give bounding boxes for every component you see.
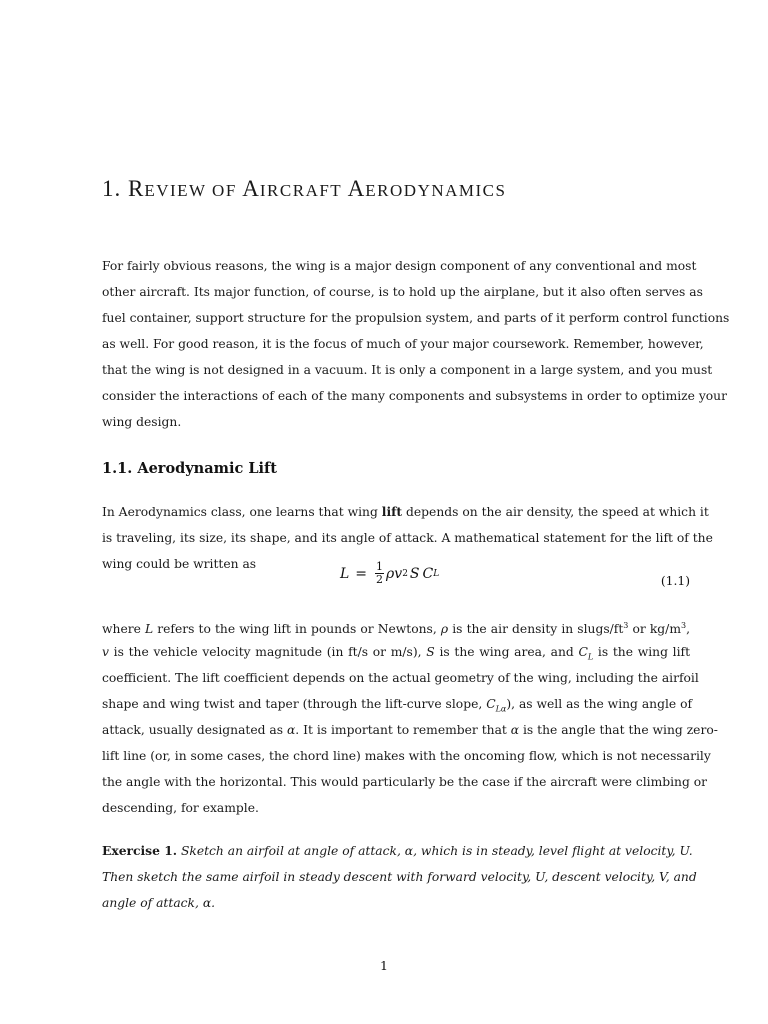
- where-line: coefficient. The lift coefficient depends on the actual geometry of the wing, including the airfoil: [102, 671, 699, 685]
- lift-line: is traveling, its size, its shape, and its angle of attack. A mathematical statement for the lift of the: [102, 531, 713, 545]
- chapter-number: 1.: [102, 176, 122, 201]
- eq-lhs: L: [340, 565, 350, 582]
- math-symbol: ρ: [440, 622, 449, 637]
- math-symbol: C: [578, 645, 588, 659]
- text-run: is the angle that the wing zero-: [523, 723, 718, 737]
- exercise-line: [102, 890, 690, 916]
- text-run: is the wing lift: [597, 645, 691, 659]
- where-line: [102, 717, 718, 743]
- title-smallcaps: IRCRAFT: [259, 181, 343, 200]
- eq-sub: L: [433, 568, 440, 579]
- exercise-label: Exercise 1.: [102, 843, 178, 858]
- text-run: , which is in steady, level flight at velocity,: [413, 844, 676, 858]
- exercise-block: [102, 838, 697, 916]
- intro-line: as well. For good reason, it is the focus of much of your major coursework. Remember, however,: [102, 337, 704, 351]
- eq-fraction: [375, 561, 384, 586]
- text-run: refers to the wing lift in pounds or Newtons,: [157, 622, 437, 637]
- where-line: [102, 691, 693, 717]
- math-symbol: C: [486, 697, 496, 711]
- eq-S: S: [409, 565, 420, 582]
- text-run: , descent velocity,: [544, 870, 656, 884]
- where-paragraph: [102, 613, 718, 821]
- where-line: [102, 639, 690, 665]
- text-run: . It is important to remember that: [295, 723, 507, 737]
- math-symbol: S: [426, 645, 435, 659]
- title-initial: R: [128, 176, 145, 201]
- intro-line: consider the interactions of each of the many components and subsystems in order to optimize your: [102, 389, 727, 403]
- math-symbol: v: [102, 645, 109, 659]
- superscript: 3: [681, 621, 687, 630]
- intro-line: For fairly obvious reasons, the wing is a major design component of any conventional and most: [102, 259, 697, 273]
- text-run: angle of attack,: [102, 896, 199, 910]
- lift-bold-term: lift: [381, 504, 403, 519]
- where-line: the angle with the horizontal. This would particularly be the case if the aircraft were climbing or: [102, 775, 708, 789]
- math-symbol: V: [659, 870, 666, 884]
- where-line: lift line (or, in some cases, the chord line) makes with the oncoming flow, which is not necessarily: [102, 749, 711, 763]
- intro-paragraph: [102, 253, 730, 435]
- text-run: is the air density in slugs/ft: [452, 622, 624, 637]
- where-line: [102, 613, 690, 639]
- math-symbol: α: [286, 723, 296, 737]
- title-smallcaps: ERODYNAMICS: [365, 181, 507, 200]
- equation-row: [102, 553, 690, 603]
- intro-line: that the wing is not designed in a vacuum. It is only a component in a large system, and you must: [102, 363, 713, 377]
- text-run: attack, usually designated as: [102, 723, 284, 737]
- intro-line: other aircraft. Its major function, of course, is to hold up the airplane, but it also often serves as: [102, 285, 703, 299]
- eq-frac-numerator: 1: [376, 560, 384, 573]
- eq-frac-denominator: 2: [376, 573, 384, 586]
- subscript: L: [587, 652, 594, 662]
- intro-line: wing design.: [102, 415, 182, 429]
- text-run: .: [211, 896, 216, 910]
- page-number: 1: [380, 958, 388, 973]
- lift-equation: [340, 561, 439, 586]
- lift-line: wing could be written as: [102, 557, 257, 571]
- text-run: is the vehicle velocity magnitude (in ft/s or m/s),: [113, 645, 422, 659]
- title-initial: A: [347, 176, 366, 201]
- math-symbol: U: [679, 844, 689, 858]
- text-run: is the wing area, and: [439, 645, 574, 659]
- math-symbol: α: [202, 896, 212, 910]
- exercise-line: [102, 838, 693, 864]
- text-run: depends on the air density, the speed at which it: [406, 505, 709, 519]
- title-initial: A: [242, 176, 260, 201]
- eq-v: v: [394, 565, 403, 582]
- math-symbol: α: [510, 723, 520, 737]
- math-symbol: U: [535, 870, 545, 884]
- math-symbol: L: [145, 622, 154, 637]
- text-run: , and: [665, 870, 697, 884]
- where-line: descending, for example.: [102, 801, 259, 815]
- title-smallcaps: EVIEW OF: [144, 181, 237, 200]
- text-run: ), as well as the wing angle of: [506, 697, 693, 711]
- equation-number: (1.1): [660, 574, 690, 588]
- text-run: where: [102, 622, 141, 637]
- text-run: or kg/m: [632, 622, 681, 637]
- superscript: 3: [623, 621, 629, 630]
- math-symbol: α: [404, 844, 414, 858]
- text-run: ,: [686, 622, 691, 637]
- text-run: Then sketch the same airfoil in steady descent with forward velocity,: [102, 870, 532, 884]
- text-run: Sketch an airfoil at angle of attack,: [180, 844, 401, 858]
- intro-line: fuel container, support structure for the propulsion system, and parts of it perform control functions: [102, 311, 730, 325]
- text-run: In Aerodynamics class, one learns that wing: [102, 505, 378, 519]
- text-run: .: [688, 844, 693, 858]
- eq-equals: =: [355, 565, 368, 582]
- eq-sup: 2: [402, 568, 408, 579]
- subscript: Lα: [495, 704, 507, 714]
- exercise-line: [102, 864, 697, 890]
- section-heading: 1.1. Aerodynamic Lift: [102, 460, 277, 477]
- text-run: shape and wing twist and taper (through the lift-curve slope,: [102, 697, 483, 711]
- chapter-title: [102, 176, 506, 202]
- eq-rho: ρ: [386, 565, 395, 582]
- eq-C: C: [422, 565, 434, 582]
- lift-line: [102, 499, 709, 525]
